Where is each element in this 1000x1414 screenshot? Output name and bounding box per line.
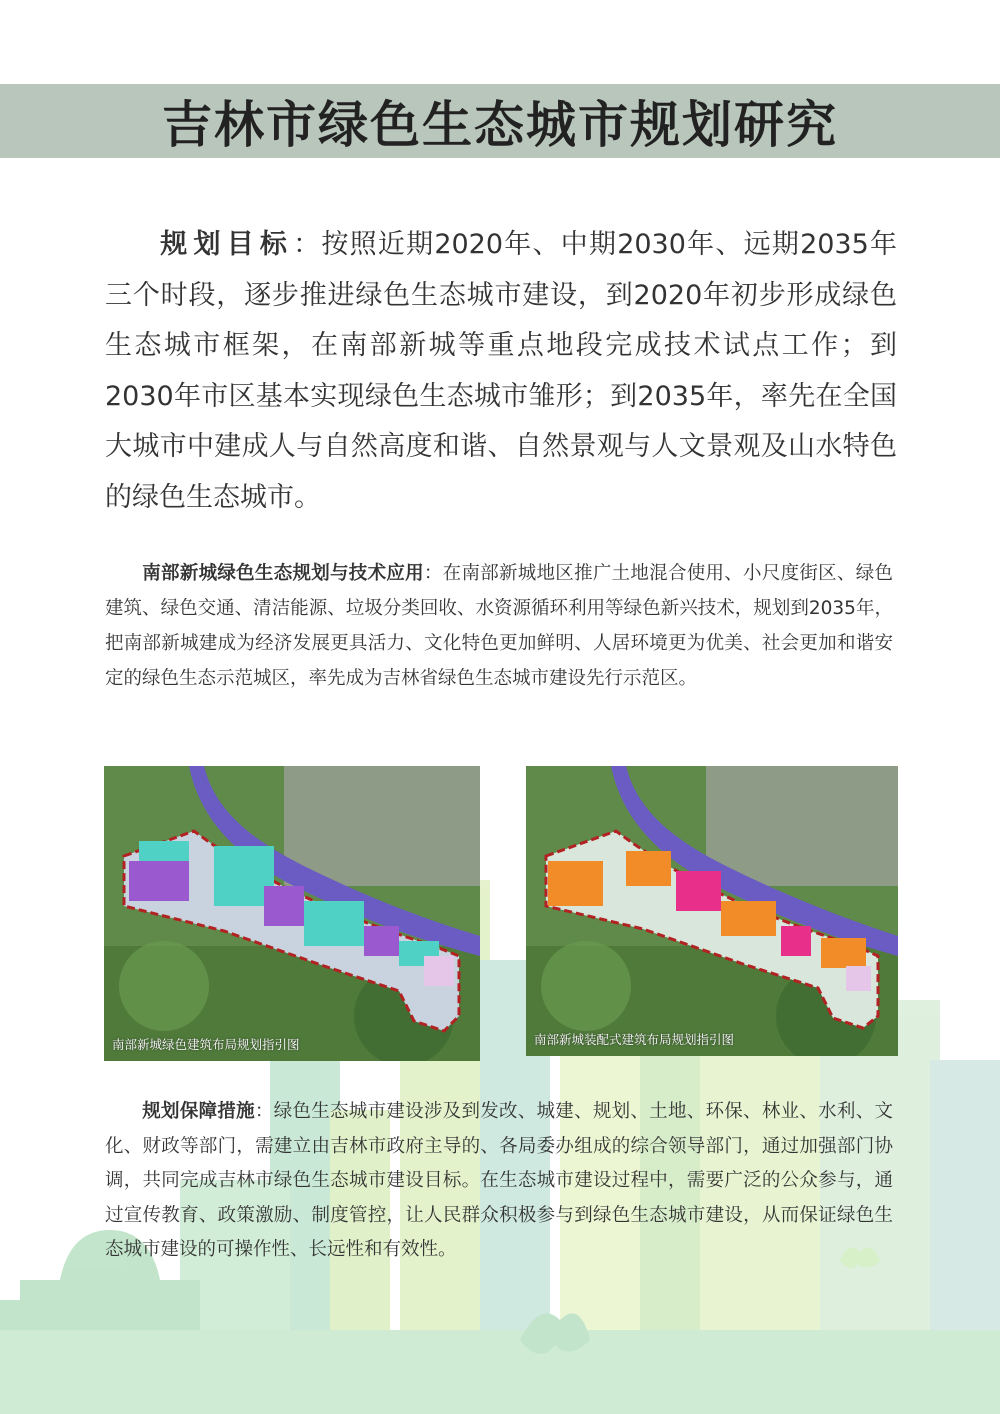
- prefab-building-layout-map: [526, 766, 898, 1056]
- guarantee-measures-lead: 规划保障措施: [142, 1101, 255, 1122]
- map-caption: 南部新城绿色建筑布局规划指引图: [112, 1037, 300, 1052]
- planning-goal-text: ：按照近期2020年、中期2030年、远期2035年三个时段，逐步推进绿色生态城市建设，到2020年初步形成绿色生态城市框架，在南部新城等重点地段完成技术试点工作；到2030年市区基本实现绿色生态城市雏形；到2035年，率先在全国大城市中建成人与自然高度和谐、自然景观与人文景观及山水特色的绿色生态城市。: [105, 229, 898, 513]
- title-bar: [0, 84, 1000, 158]
- guarantee-measures-paragraph: [105, 1095, 893, 1268]
- planning-goal-paragraph: [105, 220, 897, 523]
- page-title: 吉林市绿色生态城市规划研究: [162, 96, 838, 154]
- south-new-city-paragraph: [105, 556, 893, 696]
- south-new-city-lead: 南部新城绿色生态规划与技术应用: [142, 563, 424, 584]
- map-caption: 南部新城装配式建筑布局规划指引图: [534, 1032, 735, 1047]
- south-new-city-text: ：在南部新城地区推广土地混合使用、小尺度街区、绿色建筑、绿色交通、清洁能源、垃圾分类回收、水资源循环利用等绿色新兴技术，规划到2035年，把南部新城建成为经济发展更具活力、文化特色更加鲜明、人居环境更为优美、社会更加和谐安定的绿色生态示范城区，率先成为吉林省绿色生态城市建设先行示范区。: [105, 563, 893, 689]
- planning-goal-lead: 规划目标: [159, 229, 294, 260]
- guarantee-measures-text: ：绿色生态城市建设涉及到发改、城建、规划、土地、环保、林业、水利、文化、财政等部门，需建立由吉林市政府主导的、各局委办组成的综合领导部门，通过加强部门协调，共同完成吉林市绿色生态城市建设目标。在生态城市建设过程中，需要广泛的公众参与，通过宣传教育、政策激励、制度管控，让人民群众积极参与到绿色生态城市建设，从而保证绿色生态城市建设的可操作性、长远性和有效性。: [105, 1101, 893, 1260]
- green-building-layout-map: [104, 766, 480, 1061]
